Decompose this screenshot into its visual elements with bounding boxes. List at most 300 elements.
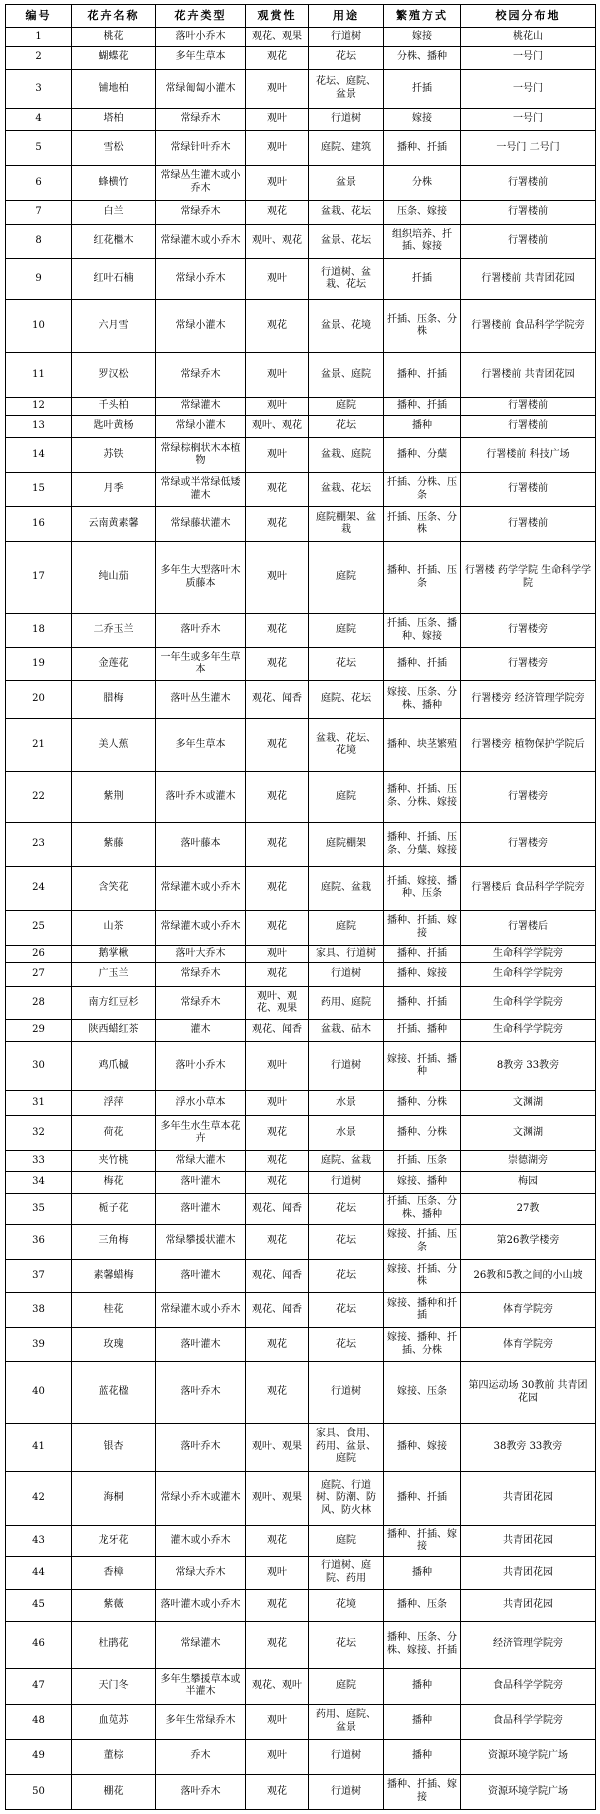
table-row — [6, 1091, 596, 1116]
cell-propagation: 扦插、压条、分株、播种 — [384, 1193, 461, 1224]
cell-propagation: 播种、嫁接 — [384, 963, 461, 987]
cell-number: 22 — [6, 771, 72, 822]
cell-usage: 花坛 — [309, 648, 384, 681]
cell-location: 行署楼旁 经济管理学院旁 — [461, 680, 596, 718]
cell-location: 行署楼前 — [461, 200, 596, 224]
table-row — [6, 397, 596, 416]
cell-ornamental: 观叶、观果 — [246, 1471, 309, 1526]
cell-number: 43 — [6, 1526, 72, 1557]
cell-usage: 花坛 — [309, 46, 384, 69]
cell-usage: 行道树 — [309, 108, 384, 130]
cell-location: 第四运动场 30教前 共青团花园 — [461, 1362, 596, 1423]
table-row — [6, 680, 596, 718]
cell-name: 海桐 — [72, 1471, 156, 1526]
cell-ornamental: 观花 — [246, 507, 309, 542]
cell-propagation: 分株、播种 — [384, 46, 461, 69]
cell-location: 8教旁 33教旁 — [461, 1041, 596, 1090]
cell-usage: 家具、行道树 — [309, 945, 384, 963]
cell-number: 34 — [6, 1172, 72, 1194]
cell-type: 常绿丛生灌木或小乔木 — [156, 165, 246, 200]
cell-location: 行署楼旁 — [461, 823, 596, 867]
cell-usage: 庭院 — [309, 910, 384, 945]
cell-ornamental: 观叶 — [246, 945, 309, 963]
table-row — [6, 300, 596, 353]
cell-propagation: 播种、分蘖 — [384, 438, 461, 473]
table-row — [6, 987, 596, 1020]
cell-ornamental: 观花 — [246, 823, 309, 867]
cell-ornamental: 观花 — [246, 1328, 309, 1362]
table-row — [6, 648, 596, 681]
cell-number: 9 — [6, 258, 72, 300]
cell-number: 35 — [6, 1193, 72, 1224]
cell-number: 12 — [6, 397, 72, 416]
cell-name: 南方红豆杉 — [72, 987, 156, 1020]
cell-usage: 盆景、花坛 — [309, 224, 384, 258]
cell-ornamental: 观叶、观花、观果 — [246, 987, 309, 1020]
cell-name: 玫瑰 — [72, 1328, 156, 1362]
cell-usage: 盆栽、花坛、花境 — [309, 719, 384, 772]
cell-ornamental: 观花 — [246, 771, 309, 822]
table-row — [6, 963, 596, 987]
cell-type: 常绿大灌木 — [156, 1151, 246, 1172]
cell-propagation: 播种、扦插、压条 — [384, 542, 461, 614]
cell-propagation: 嫁接、扦插、压条 — [384, 1224, 461, 1259]
cell-propagation: 播种、扦插、嫁接 — [384, 1526, 461, 1557]
cell-number: 42 — [6, 1471, 72, 1526]
table-row — [6, 1362, 596, 1423]
cell-ornamental: 观叶、观花 — [246, 416, 309, 438]
cell-name: 荷花 — [72, 1116, 156, 1151]
table-row — [6, 823, 596, 867]
table-body — [6, 28, 596, 1810]
cell-ornamental: 观花 — [246, 1621, 309, 1668]
cell-type: 常绿小灌木 — [156, 300, 246, 353]
cell-name: 紫藤 — [72, 823, 156, 867]
cell-propagation: 播种、压条 — [384, 1589, 461, 1621]
cell-type: 常绿乔木 — [156, 963, 246, 987]
cell-usage: 药用、庭院 — [309, 987, 384, 1020]
cell-propagation: 压条、嫁接 — [384, 200, 461, 224]
cell-ornamental: 观花 — [246, 910, 309, 945]
cell-number: 19 — [6, 648, 72, 681]
cell-number: 21 — [6, 719, 72, 772]
cell-location: 一号门 — [461, 69, 596, 108]
cell-number: 27 — [6, 963, 72, 987]
plant-distribution-table — [5, 4, 596, 1810]
cell-ornamental: 观花 — [246, 1362, 309, 1423]
cell-name: 二乔玉兰 — [72, 614, 156, 648]
cell-usage: 庭院 — [309, 1668, 384, 1704]
cell-ornamental: 观花 — [246, 473, 309, 507]
cell-location: 文渊湖 — [461, 1116, 596, 1151]
cell-ornamental: 观叶 — [246, 130, 309, 165]
cell-location: 资源环境学院广场 — [461, 1739, 596, 1774]
cell-ornamental: 观花 — [246, 300, 309, 353]
cell-usage: 庭院、建筑 — [309, 130, 384, 165]
cell-location: 共青团花园 — [461, 1471, 596, 1526]
cell-number: 14 — [6, 438, 72, 473]
table-row — [6, 1259, 596, 1293]
table-row — [6, 1172, 596, 1194]
cell-number: 6 — [6, 165, 72, 200]
cell-name: 蜂横竹 — [72, 165, 156, 200]
cell-ornamental: 观花、观叶 — [246, 1668, 309, 1704]
cell-name: 桂花 — [72, 1293, 156, 1328]
cell-location: 梅园 — [461, 1172, 596, 1194]
cell-propagation: 扦插、播种 — [384, 1020, 461, 1042]
cell-location: 生命科学学院旁 — [461, 987, 596, 1020]
cell-propagation: 播种、扦插、嫁接 — [384, 910, 461, 945]
cell-usage: 花坛 — [309, 1259, 384, 1293]
cell-number: 4 — [6, 108, 72, 130]
cell-number: 44 — [6, 1557, 72, 1590]
cell-type: 常绿或半常绿低矮灌木 — [156, 473, 246, 507]
cell-number: 5 — [6, 130, 72, 165]
cell-propagation: 嫁接、扦插、播种 — [384, 1041, 461, 1090]
cell-number: 40 — [6, 1362, 72, 1423]
cell-location: 行署楼前 — [461, 507, 596, 542]
cell-type: 落叶小乔木 — [156, 28, 246, 47]
table-row — [6, 438, 596, 473]
cell-name: 纯山茄 — [72, 542, 156, 614]
cell-type: 常绿小乔木 — [156, 258, 246, 300]
cell-propagation: 播种 — [384, 1704, 461, 1739]
cell-location: 行署楼前 — [461, 416, 596, 438]
cell-number: 46 — [6, 1621, 72, 1668]
cell-propagation: 嫁接、压条、分株、播种 — [384, 680, 461, 718]
cell-location: 行署楼前 — [461, 397, 596, 416]
cell-type: 常绿灌木 — [156, 1621, 246, 1668]
cell-location: 行署楼旁 — [461, 771, 596, 822]
cell-type: 多年生草本 — [156, 46, 246, 69]
cell-name: 塔柏 — [72, 108, 156, 130]
cell-ornamental: 观花 — [246, 866, 309, 910]
cell-name: 月季 — [72, 473, 156, 507]
cell-propagation: 播种 — [384, 1668, 461, 1704]
cell-name: 香樟 — [72, 1557, 156, 1590]
cell-usage: 庭院、行道树、防潮、防风、防火林 — [309, 1471, 384, 1526]
cell-number: 29 — [6, 1020, 72, 1042]
cell-type: 落叶丛生灌木 — [156, 680, 246, 718]
cell-usage: 盆栽、花坛 — [309, 473, 384, 507]
cell-number: 1 — [6, 28, 72, 47]
cell-location: 行署楼前 科技广场 — [461, 438, 596, 473]
header-usage: 用途 — [309, 5, 384, 28]
cell-usage: 行道树 — [309, 963, 384, 987]
cell-propagation: 扦插 — [384, 258, 461, 300]
cell-name: 广玉兰 — [72, 963, 156, 987]
cell-usage: 庭院 — [309, 397, 384, 416]
cell-ornamental: 观叶 — [246, 69, 309, 108]
cell-propagation: 播种、扦插、压条、分株、嫁接 — [384, 771, 461, 822]
cell-usage: 庭院 — [309, 542, 384, 614]
cell-usage: 花坛 — [309, 416, 384, 438]
cell-ornamental: 观花 — [246, 1172, 309, 1194]
cell-name: 匙叶黄杨 — [72, 416, 156, 438]
table-row — [6, 1293, 596, 1328]
header-name: 花卉名称 — [72, 5, 156, 28]
cell-usage: 行道树、庭院、药用 — [309, 1557, 384, 1590]
cell-propagation: 播种、扦插、压条、分蘖、嫁接 — [384, 823, 461, 867]
cell-type: 常绿乔木 — [156, 987, 246, 1020]
cell-number: 8 — [6, 224, 72, 258]
cell-type: 落叶乔木 — [156, 1774, 246, 1809]
cell-location: 38教旁 33教旁 — [461, 1423, 596, 1471]
cell-location: 行署楼 药学学院 生命科学学院 — [461, 542, 596, 614]
cell-location: 食品科学学院旁 — [461, 1704, 596, 1739]
cell-usage: 盆栽、砧木 — [309, 1020, 384, 1042]
cell-type: 常绿灌木或小乔木 — [156, 866, 246, 910]
cell-name: 红花檵木 — [72, 224, 156, 258]
cell-usage: 庭院 — [309, 1526, 384, 1557]
cell-type: 常绿匍匐小灌木 — [156, 69, 246, 108]
cell-ornamental: 观花 — [246, 963, 309, 987]
table-row — [6, 1020, 596, 1042]
cell-name: 蝴蝶花 — [72, 46, 156, 69]
cell-type: 落叶藤本 — [156, 823, 246, 867]
cell-type: 灌木 — [156, 1020, 246, 1042]
table-row — [6, 473, 596, 507]
cell-type: 常绿灌木 — [156, 397, 246, 416]
cell-type: 多年生草本 — [156, 719, 246, 772]
cell-location: 体育学院旁 — [461, 1293, 596, 1328]
cell-location: 行署楼后 食品科学学院旁 — [461, 866, 596, 910]
cell-usage: 水景 — [309, 1116, 384, 1151]
cell-type: 多年生常绿乔木 — [156, 1704, 246, 1739]
cell-location: 一号门 — [461, 108, 596, 130]
cell-ornamental: 观花 — [246, 200, 309, 224]
table-row — [6, 542, 596, 614]
cell-ornamental: 观花、闻香 — [246, 1259, 309, 1293]
cell-name: 金莲花 — [72, 648, 156, 681]
cell-number: 13 — [6, 416, 72, 438]
cell-propagation: 嫁接、播种、扦插、分株 — [384, 1328, 461, 1362]
cell-usage: 花坛 — [309, 1293, 384, 1328]
cell-type: 灌木或小乔木 — [156, 1526, 246, 1557]
header-ornamental: 观赏性 — [246, 5, 309, 28]
cell-ornamental: 观花 — [246, 719, 309, 772]
cell-propagation: 播种 — [384, 416, 461, 438]
cell-name: 紫荆 — [72, 771, 156, 822]
cell-usage: 行道树 — [309, 1774, 384, 1809]
table-row — [6, 771, 596, 822]
cell-usage: 庭院、花坛 — [309, 680, 384, 718]
cell-usage: 行道树 — [309, 1739, 384, 1774]
cell-type: 落叶灌木 — [156, 1328, 246, 1362]
cell-propagation: 扦插、压条、分株 — [384, 507, 461, 542]
cell-propagation: 播种、扦插 — [384, 397, 461, 416]
cell-usage: 盆栽、花坛 — [309, 200, 384, 224]
header-number: 编号 — [6, 5, 72, 28]
table-row — [6, 1471, 596, 1526]
cell-propagation: 播种、扦插 — [384, 130, 461, 165]
cell-location: 生命科学学院旁 — [461, 963, 596, 987]
cell-location: 行署楼前 共青团花园 — [461, 352, 596, 397]
table-row — [6, 108, 596, 130]
cell-location: 资源环境学院广场 — [461, 1774, 596, 1809]
cell-ornamental: 观叶、观花 — [246, 224, 309, 258]
cell-usage: 水景 — [309, 1091, 384, 1116]
table-row — [6, 1224, 596, 1259]
cell-ornamental: 观叶 — [246, 1739, 309, 1774]
cell-number: 39 — [6, 1328, 72, 1362]
cell-propagation: 扦插、分株、压条 — [384, 473, 461, 507]
cell-type: 落叶乔木 — [156, 614, 246, 648]
cell-number: 32 — [6, 1116, 72, 1151]
cell-name: 鹅掌楸 — [72, 945, 156, 963]
cell-propagation: 嫁接、压条 — [384, 1362, 461, 1423]
cell-ornamental: 观花、闻香 — [246, 680, 309, 718]
cell-propagation: 播种、嫁接 — [384, 1423, 461, 1471]
cell-name: 夹竹桃 — [72, 1151, 156, 1172]
cell-type: 多年生水生草本花卉 — [156, 1116, 246, 1151]
cell-location: 共青团花园 — [461, 1557, 596, 1590]
header-row — [6, 5, 596, 28]
cell-number: 7 — [6, 200, 72, 224]
cell-type: 落叶小乔木 — [156, 1041, 246, 1090]
cell-location: 第26教学楼旁 — [461, 1224, 596, 1259]
cell-ornamental: 观花、闻香 — [246, 1293, 309, 1328]
cell-type: 常绿乔木 — [156, 108, 246, 130]
table-row — [6, 1621, 596, 1668]
cell-type: 落叶乔木 — [156, 1362, 246, 1423]
cell-number: 23 — [6, 823, 72, 867]
cell-number: 3 — [6, 69, 72, 108]
cell-propagation: 播种、分株 — [384, 1091, 461, 1116]
table-row — [6, 200, 596, 224]
cell-name: 董棕 — [72, 1739, 156, 1774]
table-row — [6, 1423, 596, 1471]
table-row — [6, 416, 596, 438]
table-row — [6, 1668, 596, 1704]
cell-propagation: 播种 — [384, 1739, 461, 1774]
table-row — [6, 28, 596, 47]
cell-name: 白兰 — [72, 200, 156, 224]
cell-name: 浮萍 — [72, 1091, 156, 1116]
cell-type: 浮水小草本 — [156, 1091, 246, 1116]
cell-propagation: 扦插 — [384, 69, 461, 108]
cell-location: 生命科学学院旁 — [461, 945, 596, 963]
cell-propagation: 扦插、压条 — [384, 1151, 461, 1172]
cell-ornamental: 观花 — [246, 1224, 309, 1259]
cell-location: 行署楼前 — [461, 224, 596, 258]
cell-name: 银杏 — [72, 1423, 156, 1471]
cell-location: 行署楼前 — [461, 165, 596, 200]
cell-propagation: 播种、扦插、嫁接 — [384, 1774, 461, 1809]
cell-usage: 盆栽、庭院 — [309, 438, 384, 473]
cell-number: 45 — [6, 1589, 72, 1621]
cell-ornamental: 观叶 — [246, 165, 309, 200]
cell-name: 雪松 — [72, 130, 156, 165]
cell-number: 11 — [6, 352, 72, 397]
cell-name: 红叶石楠 — [72, 258, 156, 300]
cell-type: 多年生大型落叶木质藤本 — [156, 542, 246, 614]
cell-location: 行署楼旁 植物保护学院后 — [461, 719, 596, 772]
table-row — [6, 224, 596, 258]
cell-ornamental: 观花 — [246, 1589, 309, 1621]
cell-number: 18 — [6, 614, 72, 648]
cell-ornamental: 观叶 — [246, 1091, 309, 1116]
cell-type: 常绿棕榈状木本植物 — [156, 438, 246, 473]
table-row — [6, 614, 596, 648]
cell-type: 落叶大乔木 — [156, 945, 246, 963]
cell-propagation: 播种、扦插 — [384, 945, 461, 963]
cell-name: 千头柏 — [72, 397, 156, 416]
cell-number: 15 — [6, 473, 72, 507]
table-row — [6, 866, 596, 910]
cell-number: 37 — [6, 1259, 72, 1293]
cell-ornamental: 观花、观果 — [246, 28, 309, 47]
cell-propagation: 播种、扦插 — [384, 987, 461, 1020]
cell-location: 行署楼旁 — [461, 614, 596, 648]
table-row — [6, 1704, 596, 1739]
cell-type: 常绿乔木 — [156, 200, 246, 224]
cell-location: 行署楼前 共青团花园 — [461, 258, 596, 300]
cell-number: 31 — [6, 1091, 72, 1116]
cell-propagation: 播种、扦插 — [384, 352, 461, 397]
cell-ornamental: 观叶、观果 — [246, 1423, 309, 1471]
cell-propagation: 组织培养、扦插、嫁接 — [384, 224, 461, 258]
cell-name: 血苋苏 — [72, 1704, 156, 1739]
table-row — [6, 1193, 596, 1224]
cell-usage: 花坛、庭院、盆景 — [309, 69, 384, 108]
cell-usage: 花坛 — [309, 1328, 384, 1362]
cell-name: 天门冬 — [72, 1668, 156, 1704]
cell-name: 棚花 — [72, 1774, 156, 1809]
cell-location: 27教 — [461, 1193, 596, 1224]
cell-number: 38 — [6, 1293, 72, 1328]
cell-type: 落叶乔木或灌木 — [156, 771, 246, 822]
table-row — [6, 1589, 596, 1621]
cell-location: 共青团花园 — [461, 1526, 596, 1557]
cell-type: 常绿小乔木或灌木 — [156, 1471, 246, 1526]
cell-location: 共青团花园 — [461, 1589, 596, 1621]
cell-number: 24 — [6, 866, 72, 910]
table-row — [6, 507, 596, 542]
cell-name: 苏铁 — [72, 438, 156, 473]
cell-ornamental: 观叶 — [246, 352, 309, 397]
cell-location: 行署楼后 — [461, 910, 596, 945]
cell-location: 生命科学学院旁 — [461, 1020, 596, 1042]
table-row — [6, 1557, 596, 1590]
cell-type: 常绿灌木或小乔木 — [156, 1293, 246, 1328]
cell-location: 文渊湖 — [461, 1091, 596, 1116]
cell-usage: 盆景 — [309, 165, 384, 200]
cell-location: 行署楼前 — [461, 473, 596, 507]
cell-usage: 花坛 — [309, 1224, 384, 1259]
cell-usage: 庭院 — [309, 771, 384, 822]
cell-ornamental: 观叶 — [246, 258, 309, 300]
cell-location: 一号门 — [461, 46, 596, 69]
cell-ornamental: 观叶 — [246, 1041, 309, 1090]
table-row — [6, 1328, 596, 1362]
cell-type: 常绿攀援状灌木 — [156, 1224, 246, 1259]
cell-location: 行署楼前 食品科学学院旁 — [461, 300, 596, 353]
cell-ornamental: 观花、闻香 — [246, 1193, 309, 1224]
cell-name: 龙牙花 — [72, 1526, 156, 1557]
cell-number: 33 — [6, 1151, 72, 1172]
table-row — [6, 1739, 596, 1774]
cell-usage: 盆景、花境 — [309, 300, 384, 353]
cell-name: 鸡爪槭 — [72, 1041, 156, 1090]
cell-number: 2 — [6, 46, 72, 69]
cell-number: 30 — [6, 1041, 72, 1090]
cell-name: 紫薇 — [72, 1589, 156, 1621]
cell-ornamental: 观叶 — [246, 108, 309, 130]
cell-name: 素馨蜡梅 — [72, 1259, 156, 1293]
cell-propagation: 分株 — [384, 165, 461, 200]
cell-name: 腊梅 — [72, 680, 156, 718]
